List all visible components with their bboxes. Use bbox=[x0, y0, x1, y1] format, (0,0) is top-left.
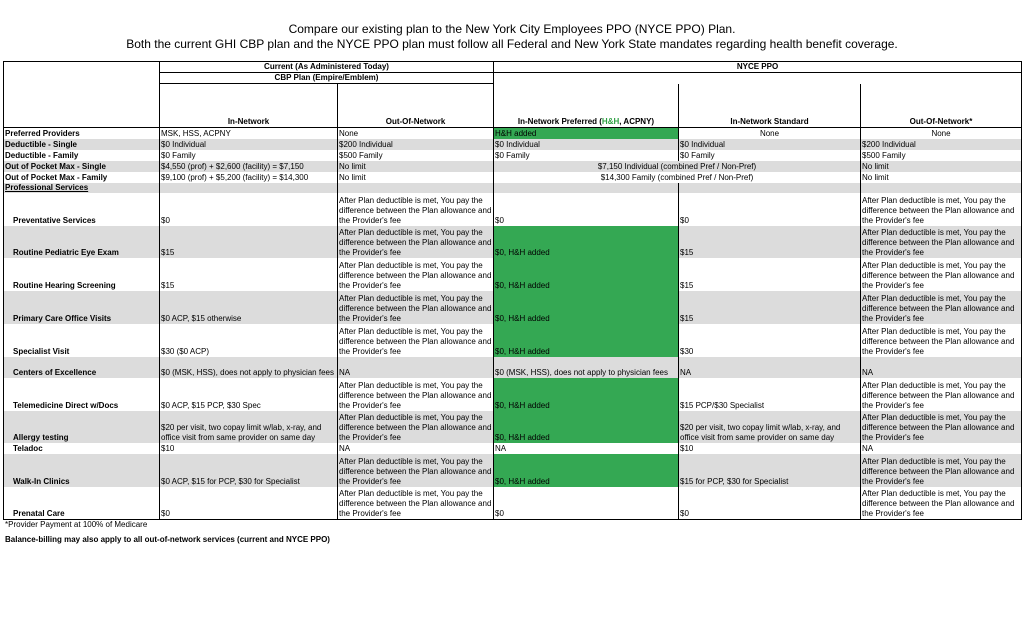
header-row-plan bbox=[4, 73, 1022, 84]
col-header-standard: In-Network Standard bbox=[679, 84, 861, 128]
row-oop-family: Out of Pocket Max - Family $9,100 (prof) + $5,200 (facility) = $14,300 No limit $14,300 Family (combined Pref / Non-Pref) No limit bbox=[4, 172, 1022, 183]
footnote: *Provider Payment at 100% of Medicare bbox=[5, 520, 148, 529]
service-row: Specialist Visit $30 ($0 ACP) After Plan deductible is met, You pay the difference between the Plan allowance and the Provider's fee $0, H&H added $30 After Plan deductible is met, You pay the difference between the Plan allowance and the Provider's fee bbox=[4, 324, 1022, 357]
service-row: Routine Hearing Screening $15 After Plan deductible is met, You pay the difference between the Plan allowance and the Provider's fee $0, H&H added $15 After Plan deductible is met, You pay the difference between the Plan allowance and the Provider's fee bbox=[4, 258, 1022, 291]
service-row: Primary Care Office Visits $0 ACP, $15 otherwise After Plan deductible is met, You pay the difference between the Plan allowance and the Provider's fee $0, H&H added $15 After Plan deductible is met, You pay the difference between the Plan allowance and the Provider's fee bbox=[4, 291, 1022, 324]
service-row: Teladoc $10 NA NA $10 NA bbox=[4, 443, 1022, 454]
col-header-out-network: Out-Of-Network bbox=[338, 84, 494, 128]
page-title-line-1: Compare our existing plan to the New York City Employees PPO (NYCE PPO) Plan. bbox=[288, 22, 736, 36]
current-group-header: Current (As Administered Today) bbox=[160, 62, 494, 73]
section-professional-services: Professional Services bbox=[4, 183, 160, 193]
service-row: Routine Pediatric Eye Exam $15 After Plan deductible is met, You pay the difference between the Plan allowance and the Provider's fee $0, H&H added $15 After Plan deductible is met, You pay the difference between the Plan allowance and the Provider's fee bbox=[4, 226, 1022, 258]
header-row-columns bbox=[4, 84, 1022, 128]
row-preferred-providers: Preferred Providers MSK, HSS, ACPNY None H&H added None None bbox=[4, 128, 1022, 139]
page-title-line-2: Both the current GHI CBP plan and the NYCE PPO plan must follow all Federal and New York State mandates regarding health benefit coverage. bbox=[126, 37, 898, 51]
service-row: Telemedicine Direct w/Docs $0 ACP, $15 PCP, $30 Spec After Plan deductible is met, You pay the difference between the Plan allowance and the Provider's fee $0, H&H added $15 PCP/$30 Specialist After Plan deductible is met, You pay the difference between the Plan allowance and the Provider's fee bbox=[4, 378, 1022, 411]
plan-comparison-table bbox=[3, 61, 1022, 520]
col-header-preferred: In-Network Preferred (H&H, ACPNY) bbox=[494, 84, 679, 128]
row-deductible-single: Deductible - Single $0 Individual $200 Individual $0 Individual $0 Individual $200 Individual bbox=[4, 139, 1022, 150]
row-section-professional bbox=[4, 183, 1022, 193]
row-deductible-family: Deductible - Family $0 Family $500 Family $0 Family $0 Family $500 Family bbox=[4, 150, 1022, 161]
service-row: Allergy testing $20 per visit, two copay limit w/lab, x-ray, and office visit from same provider on same day After Plan deductible is met, You pay the difference between the Plan allowance and the Provider's fee $0, H&H added $20 per visit, two copay limit w/lab, x-ray, and office visit from same provider on same day After Plan deductible is met, You pay the difference between the Plan allowance and the Provider's fee bbox=[4, 411, 1022, 443]
hh-highlight: H&H bbox=[601, 117, 620, 126]
service-row: Preventative Services $0 After Plan deductible is met, You pay the difference between the Plan allowance and the Provider's fee $0 $0 After Plan deductible is met, You pay the difference between the Plan allowance and the Provider's fee bbox=[4, 193, 1022, 226]
nyce-group-header: NYCE PPO bbox=[494, 62, 1022, 73]
service-row: Prenatal Care $0 After Plan deductible is met, You pay the difference between the Plan allowance and the Provider's fee $0 $0 After Plan deductible is met, You pay the difference between the Plan allowance and the Provider's fee bbox=[4, 487, 1022, 520]
cbp-plan-header: CBP Plan (Empire/Emblem) bbox=[160, 73, 494, 84]
row-oop-single: Out of Pocket Max - Single $4,550 (prof) + $2,600 (facility) = $7,150 No limit $7,150 Individual (combined Pref / Non-Pref) No limit bbox=[4, 161, 1022, 172]
col-header-in-network: In-Network bbox=[160, 84, 338, 128]
service-row: Centers of Excellence $0 (MSK, HSS), does not apply to physician fees NA $0 (MSK, HSS), does not apply to physician fees NA NA bbox=[4, 357, 1022, 378]
col-header-oon: Out-Of-Network* bbox=[861, 84, 1022, 128]
header-row-group bbox=[4, 62, 1022, 73]
balance-billing-note: Balance-billing may also apply to all out-of-network services (current and NYCE PPO) bbox=[5, 535, 330, 544]
service-row: Walk-In Clinics $0 ACP, $15 for PCP, $30 for Specialist After Plan deductible is met, You pay the difference between the Plan allowance and the Provider's fee $0, H&H added $15 for PCP, $30 for Specialist After Plan deductible is met, You pay the difference between the Plan allowance and the Provider's fee bbox=[4, 454, 1022, 487]
